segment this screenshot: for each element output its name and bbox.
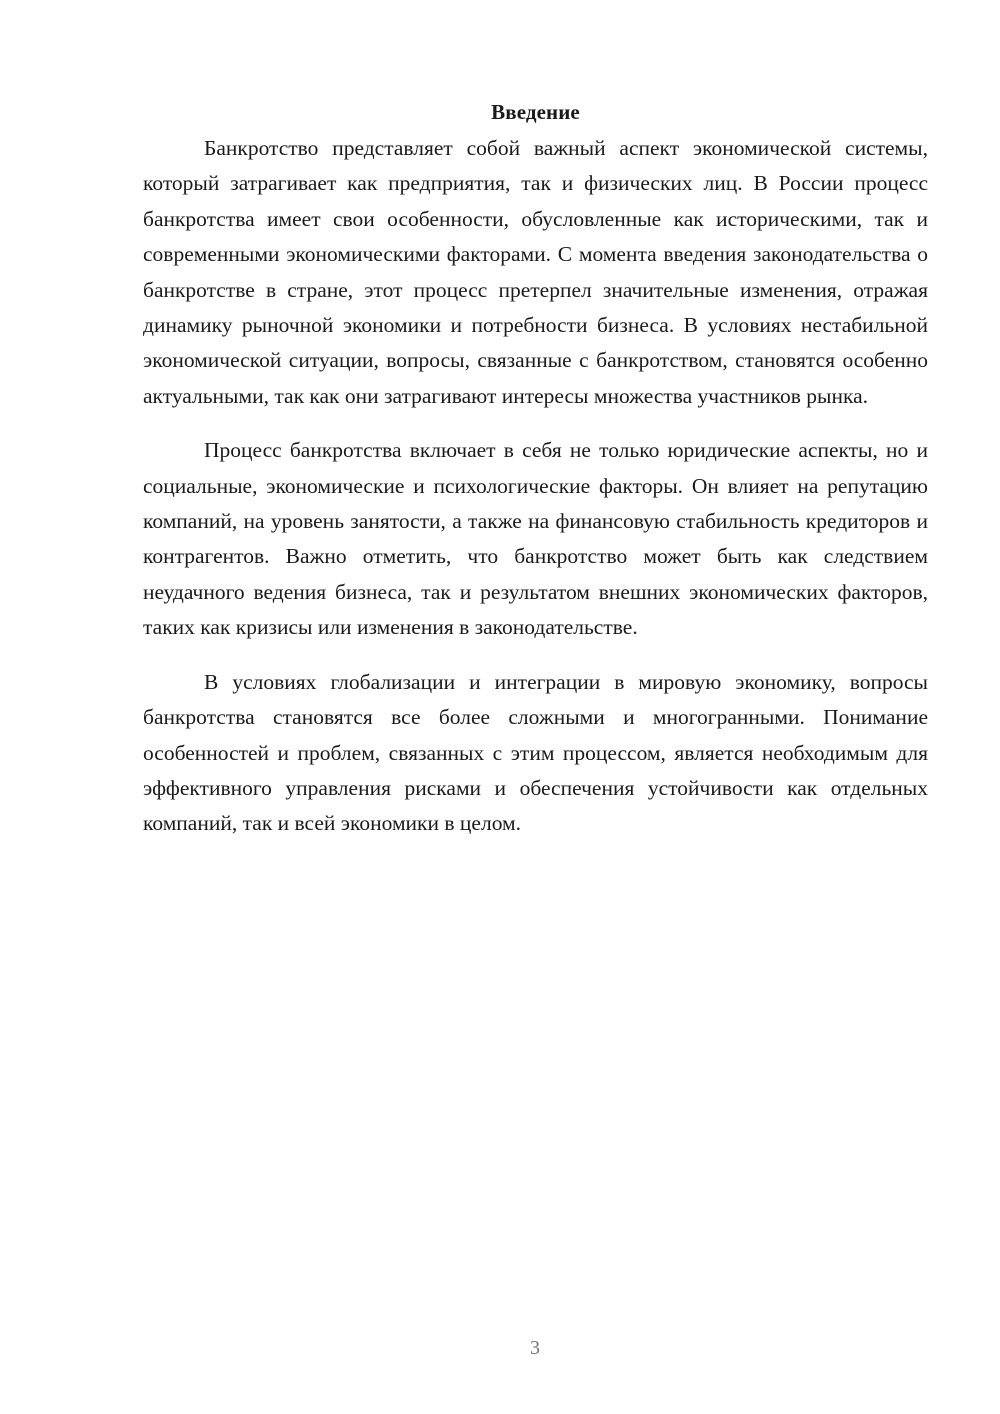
paragraph-1: Банкротство представляет собой важный аспект экономической системы, который затрагивает как предприятия, так и физических лиц. В России процесс банкротства имеет свои особенности, обусловленные как историческими, так и современными экономическими факторами. С момента введения законодательства о банкротстве в стране, этот процесс претерпел значительные изменения, отражая динамику рыночной экономики и потребности бизнеса. В условиях нестабильной экономической ситуации, вопросы, связанные с банкротством, становятся особенно актуальными, так как они затрагивают интересы множества участников рынка. <box>143 136 928 408</box>
page-content <box>143 97 928 861</box>
page-number: 3 <box>530 1337 540 1359</box>
paragraph-2: Процесс банкротства включает в себя не только юридические аспекты, но и социальные, экономические и психологические факторы. Он влияет на репутацию компаний, на уровень занятости, а также на финансовую стабильность кредиторов и контрагентов. Важно отметить, что банкротство может быть как следствием неудачного ведения бизнеса, так и результатом внешних экономических факторов, таких как кризисы или изменения в законодательстве. <box>143 438 928 640</box>
section-heading: Введение <box>491 100 580 124</box>
paragraph-3: В условиях глобализации и интеграции в мировую экономику, вопросы банкротства становятся все более сложными и многогранными. Понимание особенностей и проблем, связанных с этим процессом, является необходимым для эффективного управления рисками и обеспечения устойчивости как отдельных компаний, так и всей экономики в целом. <box>143 669 928 836</box>
